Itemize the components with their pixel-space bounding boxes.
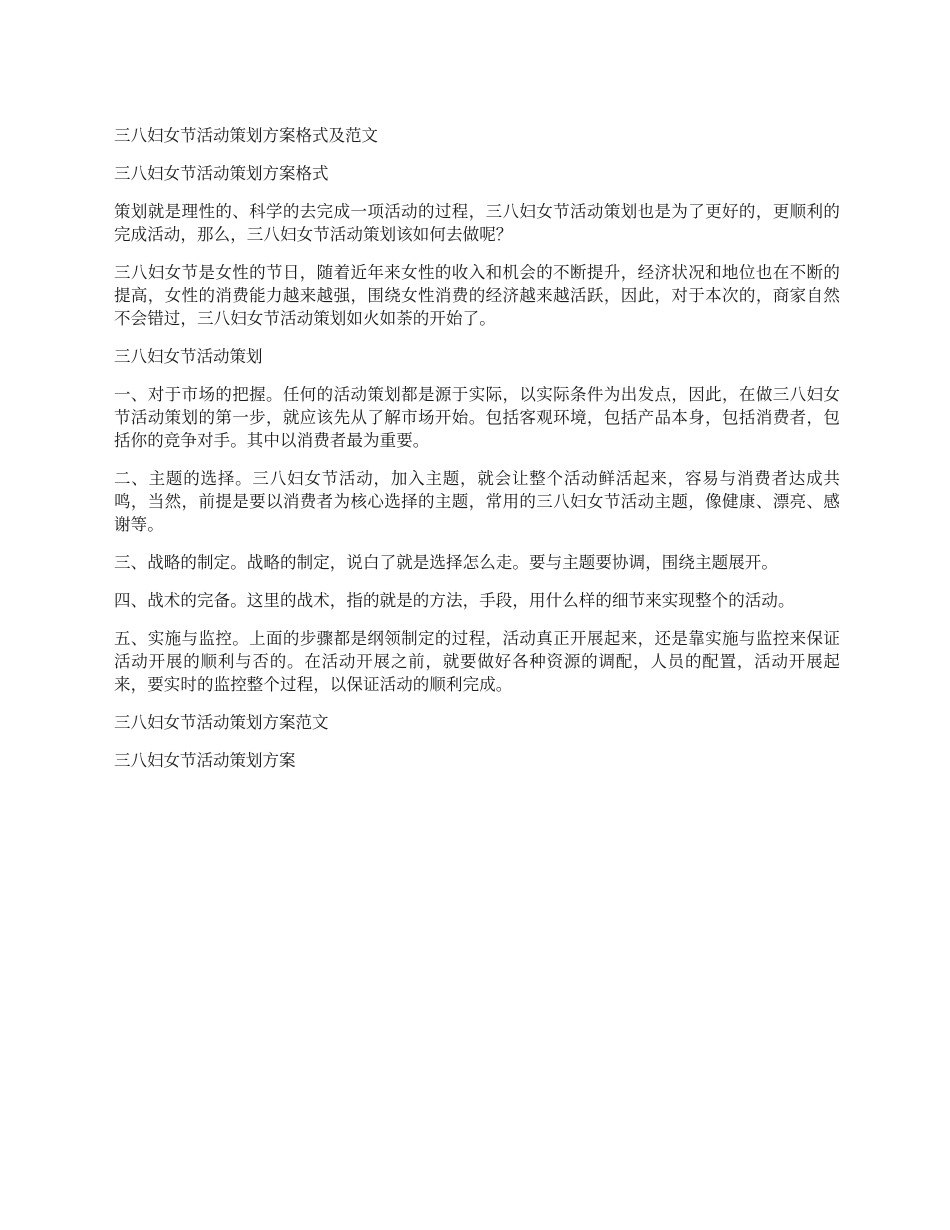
section-heading-sample-sub: 三八妇女节活动策划方案	[114, 751, 296, 770]
document-page	[114, 124, 840, 787]
document-title: 三八妇女节活动策划方案格式及范文	[114, 126, 378, 145]
intro-paragraph-2: 三八妇女节是女性的节日，随着近年来女性的收入和机会的不断提升，经济状况和地位也在不断的提高，女性的消费能力越来越强，围绕女性消费的经济越来越活跃，因此，对于本次的，商家自然不会错过，三八妇女节活动策划如火如荼的开始了。	[114, 263, 840, 328]
section-heading-plan: 三八妇女节活动策划	[114, 347, 263, 366]
plan-point-3: 三、战略的制定。战略的制定，说白了就是选择怎么走。要与主题要协调，围绕主题展开。	[114, 553, 778, 572]
plan-point-1: 一、对于市场的把握。任何的活动策划都是源于实际，以实际条件为出发点，因此，在做三八妇女节活动策划的第一步，就应该先从了解市场开始。包括客观环境，包括产品本身，包括消费者，包括你的竞争对手。其中以消费者最为重要。	[114, 385, 840, 450]
section-heading-format: 三八妇女节活动策划方案格式	[114, 164, 329, 183]
intro-paragraph-1: 策划就是理性的、科学的去完成一项活动的过程，三八妇女节活动策划也是为了更好的，更顺利的完成活动，那么，三八妇女节活动策划该如何去做呢？	[114, 202, 840, 244]
plan-point-5: 五、实施与监控。上面的步骤都是纲领制定的过程，活动真正开展起来，还是靠实施与监控来保证活动开展的顺利与否的。在活动开展之前，就要做好各种资源的调配，人员的配置，活动开展起来，要实时的监控整个过程，以保证活动的顺利完成。	[114, 629, 840, 694]
section-heading-sample: 三八妇女节活动策划方案范文	[114, 713, 329, 732]
plan-point-2: 二、主题的选择。三八妇女节活动，加入主题，就会让整个活动鲜活起来，容易与消费者达成共鸣，当然，前提是要以消费者为核心选择的主题，常用的三八妇女节活动主题，像健康、漂亮、感谢等。	[114, 469, 840, 534]
plan-point-4: 四、战术的完备。这里的战术，指的就是的方法，手段，用什么样的细节来实现整个的活动。	[114, 591, 795, 610]
